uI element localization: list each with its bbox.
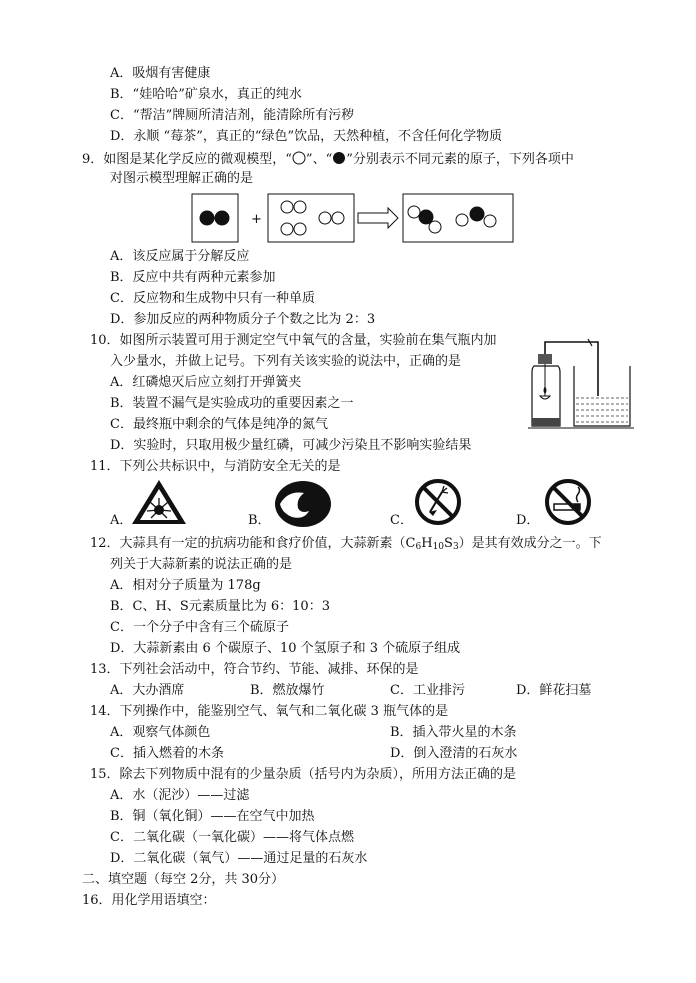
q16-stem: 16．用化学用语填空：	[82, 893, 216, 908]
q11-label-d: D．	[516, 513, 540, 528]
no-smoking-icon	[544, 478, 592, 526]
q10-option-c: C．最终瓶中剩余的气体是纯净的氮气	[110, 417, 328, 432]
q12-stem-line2: 列关于大蒜新素的说法正确的是	[110, 557, 293, 572]
q15-stem: 15．除去下列物质中混有的少量杂质（括号内为杂质），所用方法正确的是	[90, 767, 517, 782]
q9-option-d: D．参加反应的两种物质分子个数之比为 2：3	[110, 312, 376, 327]
q9-stem-part-b: ”、“	[305, 152, 333, 167]
q9-stem	[82, 151, 574, 166]
q13-stem: 13．下列社会活动中，符合节约、节能、减排、环保的是	[90, 662, 419, 677]
reaction-arrow-icon	[358, 208, 398, 228]
q8-option-b: B．“娃哈哈”矿泉水，真正的纯水	[110, 87, 302, 102]
q13-option-a: A．大办酒席	[110, 683, 185, 698]
formula-part: H	[421, 536, 433, 551]
q10-option-d: D．实验时，只取用极少量红磷，可减少污染且不影响实验结果	[110, 438, 472, 453]
q8-option-d: D．永顺 “莓茶”，真正的“绿色”饮品，天然种植，不含任何化学物质	[110, 129, 503, 144]
oxygen-measurement-apparatus	[526, 336, 636, 434]
q15-option-a: A．水（泥沙）——过滤	[110, 788, 250, 803]
q13-option-d: D．鲜花扫墓	[516, 683, 592, 698]
black-atom	[200, 211, 215, 226]
q11-label-b: B．	[248, 513, 271, 528]
no-fireworks-icon	[414, 478, 462, 526]
white-atom-icon	[292, 151, 306, 165]
reaction-model-diagram	[190, 190, 518, 246]
q8-option-a: A．吸烟有害健康	[110, 66, 211, 81]
q10-option-b: B．装置不漏气是实验成功的重要因素之一	[110, 396, 354, 411]
black-atom-icon	[332, 151, 346, 165]
explosive-warning-icon	[130, 478, 188, 526]
q12-option-d: D．大蒜新素由 6 个碳原子、10 个氢原子和 3 个硫原子组成	[110, 641, 461, 656]
q12-option-c: C．一个分子中含有三个硫原子	[110, 620, 289, 635]
q12-option-a: A．相对分子质量为 178g	[110, 578, 261, 593]
q9-option-a: A．该反应属于分解反应	[110, 249, 250, 264]
q9-option-c: C．反应物和生成物中只有一种单质	[110, 291, 315, 306]
q15-option-b: B．铜（氧化铜）——在空气中加热	[110, 809, 315, 824]
q14-option-b: B．插入带火星的木条	[390, 725, 517, 740]
formula-sub: 10	[432, 542, 445, 552]
q10-stem-line1: 10．如图所示装置可用于测定空气中氧气的含量，实验前在集气瓶内加	[90, 333, 497, 348]
q14-option-c: C．插入燃着的木条	[110, 746, 224, 761]
formula-sub: 6	[415, 542, 422, 552]
water-saving-icon	[274, 480, 332, 528]
q12-stem-part-b: ）是其有效成分之一。下	[458, 536, 602, 551]
section-2-heading: 二、填空题（每空 2分，共 30分）	[82, 872, 285, 887]
q9-stem-line2: 对图示模型理解正确的是	[110, 171, 254, 186]
formula-sub: 3	[452, 542, 459, 552]
q12-stem	[90, 537, 602, 550]
q12-option-b: B．C、H、S元素质量比为 6：10：3	[110, 599, 330, 614]
plus-sign: +	[251, 212, 262, 227]
q13-option-b: B．燃放爆竹	[250, 683, 325, 698]
q12-stem-part-a: 12．大蒜具有一定的抗病功能和食疗价值，大蒜新素（C	[90, 536, 416, 551]
q14-option-d: D．倒入澄清的石灰水	[390, 746, 518, 761]
black-atom	[215, 211, 230, 226]
q14-option-a: A．观察气体颜色	[110, 725, 211, 740]
q11-label-c: C．	[390, 513, 413, 528]
q15-option-c: C．二氧化碳（一氧化碳）——将气体点燃	[110, 830, 354, 845]
formula-part: S	[444, 536, 453, 551]
q11-stem: 11．下列公共标识中，与消防安全无关的是	[90, 459, 341, 474]
q10-stem-line2: 入少量水，并做上记号。下列有关该实验的说法中，正确的是	[110, 354, 462, 369]
q15-option-d: D．二氧化碳（氧气）——通过足量的石灰水	[110, 851, 368, 866]
q9-stem-part-c: ”分别表示不同元素的原子，下列各项中	[346, 152, 574, 167]
q9-stem-part-a: 9．如图是某化学反应的微观模型，“	[82, 152, 292, 167]
q10-option-a: A．红磷熄灭后应立刻打开弹簧夹	[110, 375, 302, 390]
q13-option-c: C．工业排污	[390, 683, 465, 698]
q8-option-c: C．“帮洁”牌厕所清洁剂，能清除所有污秽	[110, 108, 355, 123]
q14-stem: 14．下列操作中，能鉴别空气、氧气和二氧化碳 3 瓶气体的是	[90, 704, 449, 719]
q11-label-a: A．	[110, 513, 133, 528]
q9-option-b: B．反应中共有两种元素参加	[110, 270, 276, 285]
